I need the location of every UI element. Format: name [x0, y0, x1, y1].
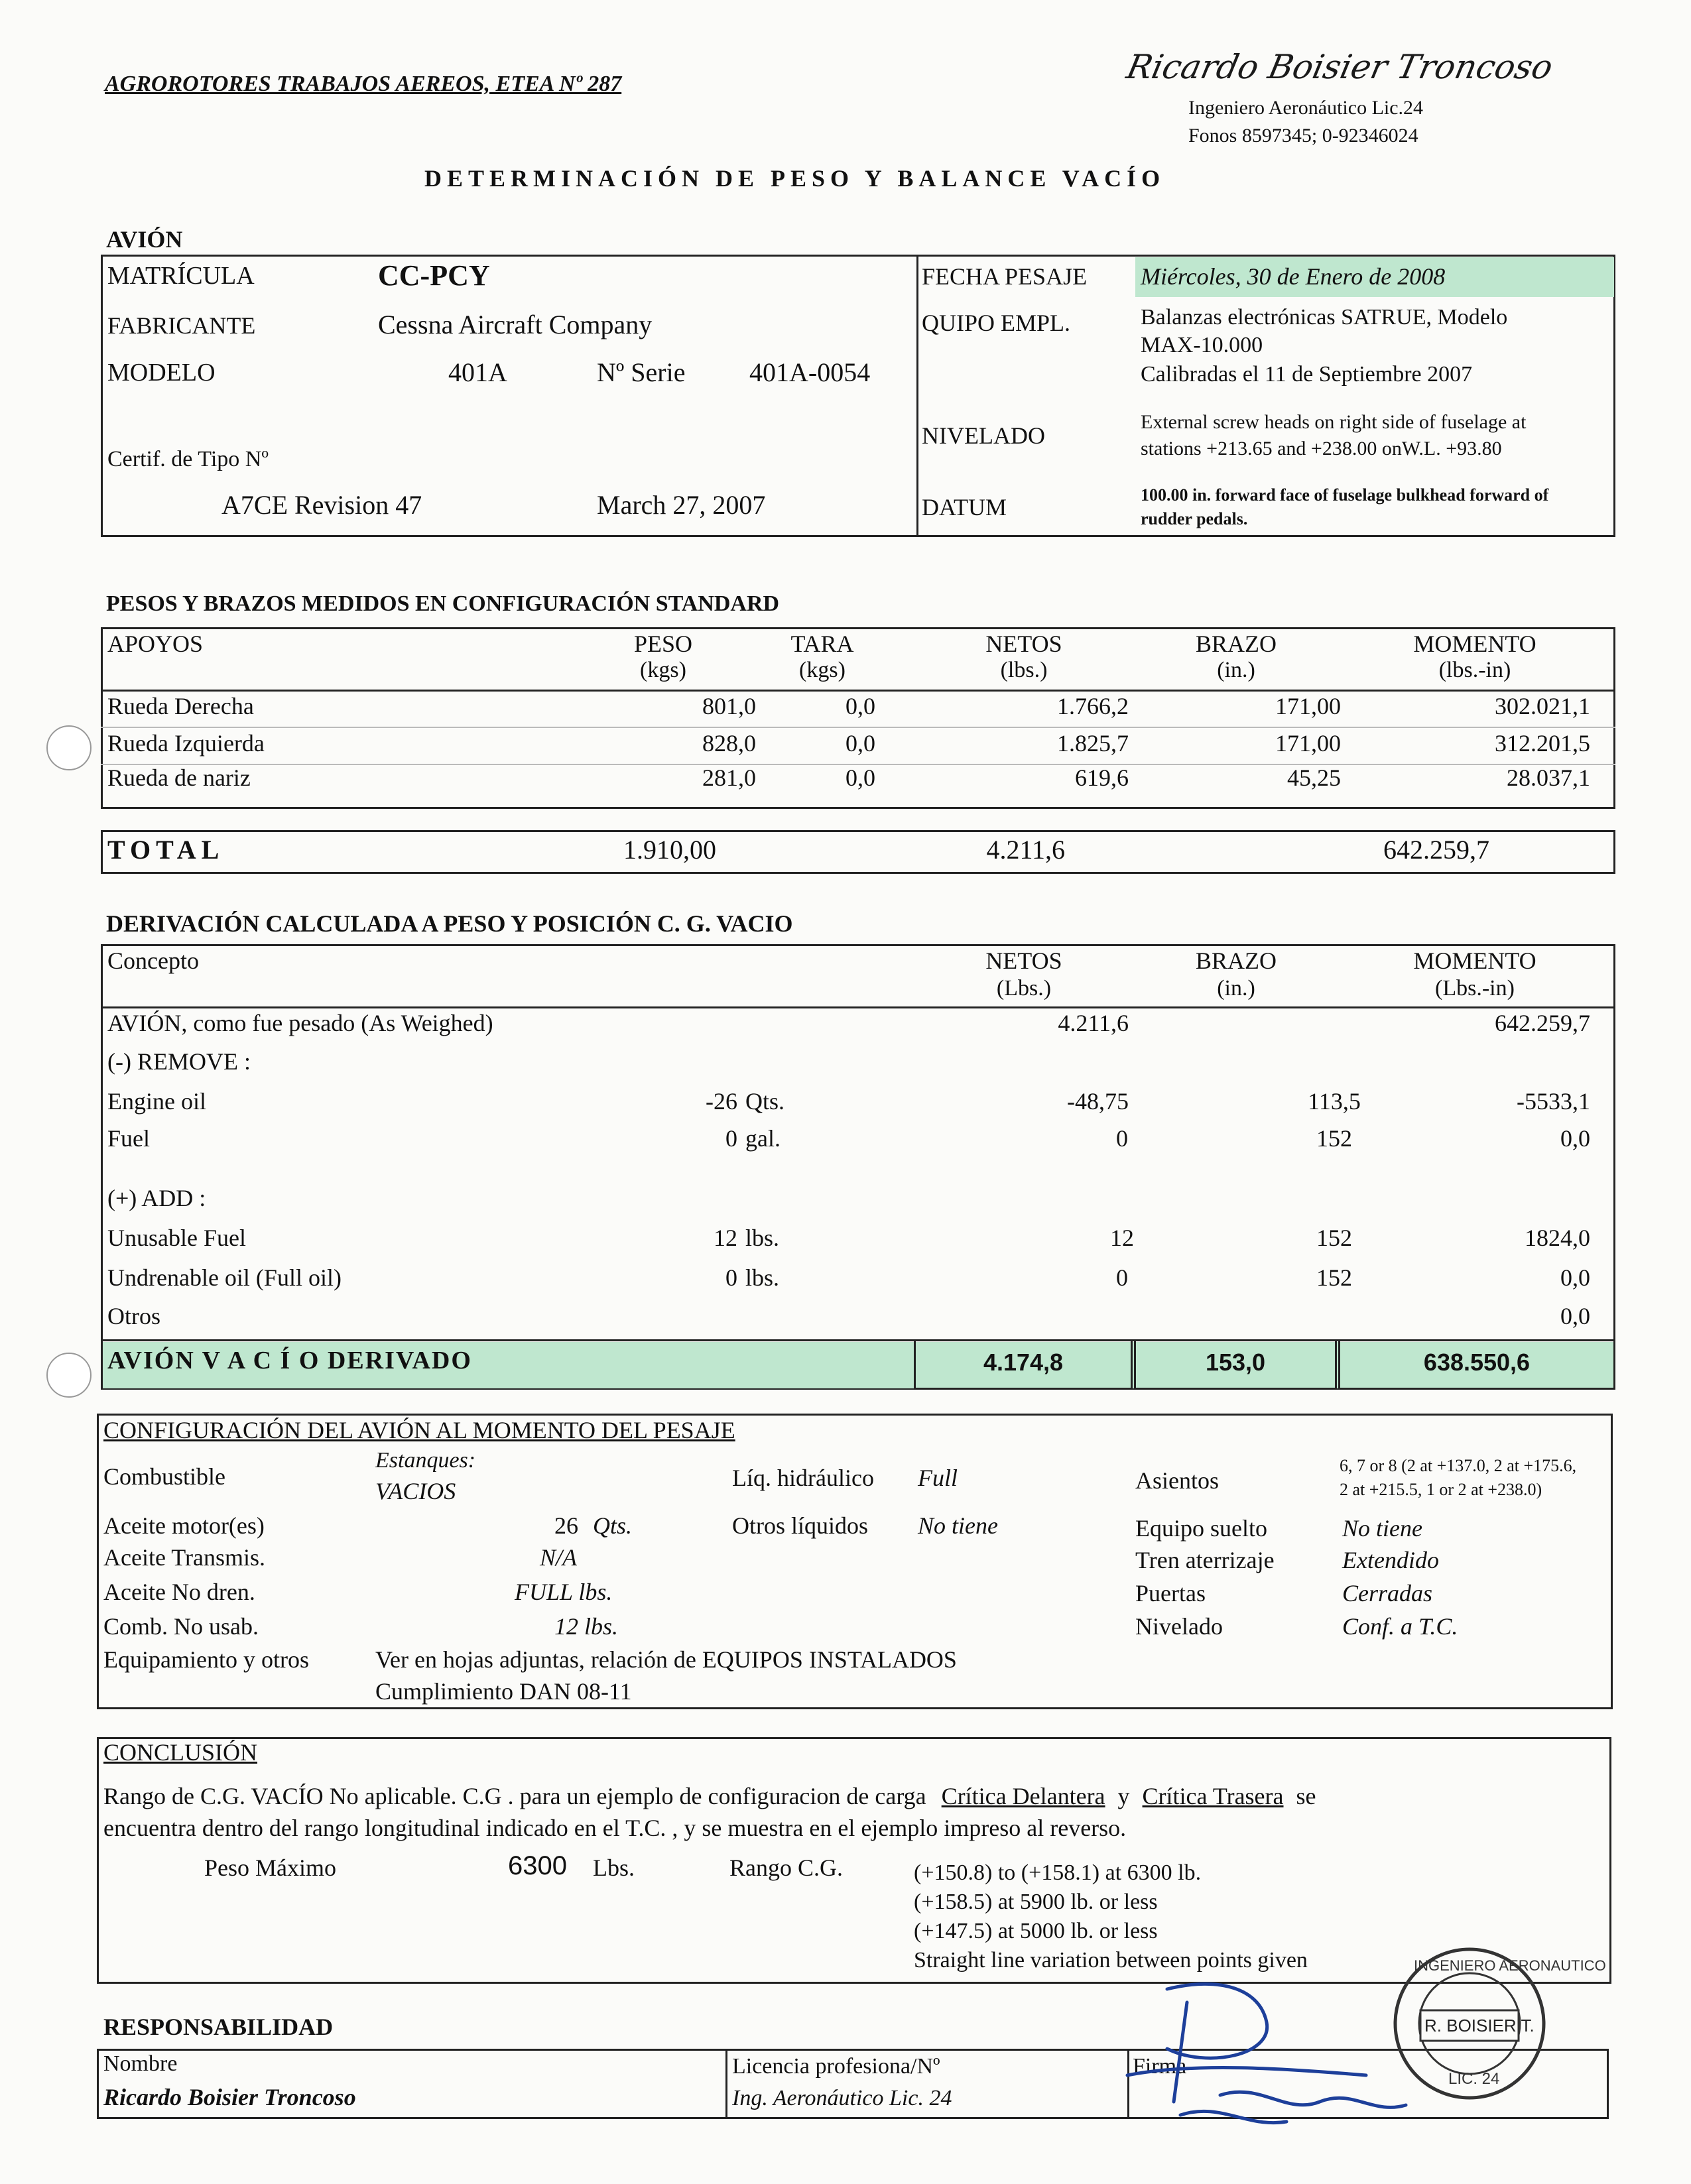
measured-header-tara-unit: (kgs) — [799, 658, 845, 682]
aircraft-divider — [916, 255, 918, 537]
table-row — [101, 729, 1615, 766]
row-momento: 0,0 — [1560, 1264, 1590, 1291]
equipo-suelto-value: No tiene — [1342, 1515, 1422, 1542]
comb-no-usab-value: 12 lbs. — [554, 1613, 619, 1640]
row-unit: gal. — [745, 1125, 781, 1152]
table-row-divider — [101, 727, 1615, 728]
row-netos: 0 — [1116, 1125, 1128, 1152]
row-momento: 0,0 — [1560, 1125, 1590, 1152]
row-netos: 619,6 — [1075, 764, 1129, 791]
estanques-label: Estanques: — [375, 1448, 476, 1473]
aceite-transmis-label: Aceite Transmis. — [103, 1544, 266, 1571]
aceite-motor-qty: 26 — [554, 1512, 578, 1539]
datum-label: DATUM — [922, 494, 1007, 520]
row-netos: 12 — [1110, 1225, 1134, 1251]
measured-header-apoyos: APOYOS — [107, 631, 204, 657]
derivation-netos-unit: (Lbs.) — [996, 976, 1052, 1001]
row-brazo: 152 — [1316, 1125, 1352, 1152]
engineer-title: Ingeniero Aeronáutico Lic.24 — [1188, 97, 1424, 119]
row-concepto: Engine oil — [107, 1088, 206, 1115]
nivelado-label: NIVELADO — [922, 422, 1045, 449]
liq-value: Full — [918, 1465, 958, 1491]
engineer-stamp — [1390, 1944, 1606, 2103]
row-qty: 0 — [725, 1125, 737, 1152]
rango-label: Rango C.G. — [729, 1854, 843, 1881]
measured-header-brazo: BRAZO — [1195, 631, 1277, 657]
derivation-header-divider — [101, 1006, 1615, 1008]
derivation-brazo-unit: (in.) — [1217, 976, 1255, 1001]
firma-label: Firma — [1133, 2054, 1187, 2079]
otros-liq-label: Otros líquidos — [732, 1512, 869, 1539]
row-peso: 828,0 — [702, 730, 756, 757]
datum-line2: rudder pedals. — [1141, 509, 1248, 528]
modelo-label: MODELO — [107, 359, 216, 387]
row-momento: 28.037,1 — [1507, 764, 1590, 791]
certif-date: March 27, 2007 — [597, 490, 766, 520]
aircraft-section-title: AVIÓN — [106, 226, 183, 253]
row-concepto: Otros — [107, 1303, 160, 1329]
asientos-label: Asientos — [1135, 1467, 1219, 1494]
certif-label: Certif. de Tipo Nº — [107, 447, 269, 471]
table-row — [101, 1184, 1615, 1221]
engineer-signature-name: Ricardo Boisier Troncoso — [1123, 48, 1556, 86]
table-row — [101, 1302, 1615, 1339]
row-tara: 0,0 — [845, 693, 875, 719]
measured-section-title: PESOS Y BRAZOS MEDIDOS EN CONFIGURACIÓN STANDARD — [106, 591, 780, 616]
fecha-label: FECHA PESAJE — [922, 263, 1088, 290]
nombre-label: Nombre — [103, 2051, 178, 2076]
row-tara: 0,0 — [845, 730, 875, 757]
derivation-momento-unit: (Lbs.-in) — [1435, 976, 1515, 1001]
derivation-momento-header: MOMENTO — [1413, 947, 1536, 974]
equipamiento-line1: Ver en hojas adjuntas, relación de EQUIPOS INSTALADOS — [375, 1646, 957, 1673]
row-momento: -5533,1 — [1517, 1088, 1590, 1115]
estanques-value: VACIOS — [375, 1478, 456, 1504]
table-row — [101, 1087, 1615, 1124]
matricula-value: CC-PCY — [378, 259, 490, 292]
datum-line1: 100.00 in. forward face of fuselage bulkhead forward of — [1141, 485, 1549, 505]
row-concepto: Fuel — [107, 1125, 151, 1152]
serie-value: 401A-0054 — [749, 357, 871, 387]
measured-header-divider — [101, 690, 1615, 692]
config-section-title: CONFIGURACIÓN DEL AVIÓN AL MOMENTO DEL PESAJE — [103, 1417, 735, 1443]
measured-total-peso: 1.910,00 — [623, 835, 716, 865]
comb-no-usab-label: Comb. No usab. — [103, 1613, 259, 1640]
row-netos: 4.211,6 — [1058, 1010, 1129, 1036]
row-brazo: 171,00 — [1275, 693, 1341, 719]
rango-line-3: (+147.5) at 5000 lb. or less — [914, 1919, 1158, 1943]
row-unit: Qts. — [745, 1088, 785, 1115]
measured-header-netos: NETOS — [985, 631, 1062, 657]
derivation-concepto-header: Concepto — [107, 947, 199, 974]
row-qty: -26 — [706, 1088, 737, 1115]
row-brazo: 113,5 — [1308, 1088, 1361, 1115]
critica-trasera: Crítica Trasera — [1142, 1783, 1284, 1809]
equipo-line1: Balanzas electrónicas SATRUE, Modelo — [1141, 305, 1508, 330]
row-apoyo: Rueda de nariz — [107, 764, 251, 791]
measured-header-brazo-unit: (in.) — [1217, 658, 1255, 682]
stamp-name: R. BOISIER T. — [1424, 2016, 1534, 2035]
derivation-section-title: DERIVACIÓN CALCULADA A PESO Y POSICIÓN C. G. VACIO — [106, 910, 793, 937]
aceite-motor-label: Aceite motor(es) — [103, 1512, 265, 1539]
conclusion-line2: encuentra dentro del rango longitudinal indicado en el T.C. , y se muestra en el ejemplo impreso al reverso. — [103, 1815, 1127, 1841]
measured-header-peso-unit: (kgs) — [640, 658, 686, 682]
row-concepto: Unusable Fuel — [107, 1225, 246, 1251]
row-qty: 0 — [725, 1264, 737, 1291]
equipo-line2: MAX-10.000 — [1141, 333, 1263, 357]
nivelado-line2: stations +213.65 and +238.00 onW.L. +93.80 — [1141, 438, 1502, 459]
measured-total-momento: 642.259,7 — [1383, 835, 1489, 865]
tren-label: Tren aterrizaje — [1135, 1547, 1275, 1573]
row-momento: 642.259,7 — [1495, 1010, 1590, 1036]
aceite-no-dren-value: FULL lbs. — [515, 1579, 613, 1605]
modelo-value: 401A — [448, 357, 507, 387]
table-row — [101, 1264, 1615, 1301]
serie-label: Nº Serie — [597, 357, 686, 387]
conclusion-title: CONCLUSIÓN — [103, 1739, 258, 1766]
derivation-brazo-header: BRAZO — [1195, 947, 1277, 974]
aceite-motor-unit: Qts. — [593, 1512, 633, 1539]
measured-total-label: TOTAL — [107, 835, 225, 865]
nombre-value: Ricardo Boisier Troncoso — [103, 2084, 356, 2110]
row-momento: 0,0 — [1560, 1303, 1590, 1329]
equipo-line3: Calibradas el 11 de Septiembre 2007 — [1141, 362, 1473, 387]
row-brazo: 45,25 — [1287, 764, 1341, 791]
equipamiento-label: Equipamiento y otros — [103, 1646, 309, 1673]
critica-delantera: Crítica Delantera — [941, 1783, 1105, 1809]
aceite-no-dren-label: Aceite No dren. — [103, 1579, 255, 1605]
rango-line-1: (+150.8) to (+158.1) at 6300 lb. — [914, 1860, 1202, 1885]
matricula-label: MATRÍCULA — [107, 262, 255, 290]
stamp-top-text: INGENIERO AERONAUTICO — [1414, 1957, 1606, 1974]
rango-line-4: Straight line variation between points given — [914, 1948, 1308, 1972]
row-netos: 1.766,2 — [1057, 693, 1129, 719]
conclusion-text-a: Rango de C.G. VACÍO No aplicable. C.G . para un ejemplo de configuracion de carga — [103, 1783, 926, 1809]
row-netos: -48,75 — [1067, 1088, 1129, 1115]
licencia-value: Ing. Aeronáutico Lic. 24 — [732, 2086, 952, 2110]
responsibility-divider-1 — [725, 2049, 727, 2119]
derived-total-momento: 638.550,6 — [1423, 1349, 1531, 1376]
rango-line-2: (+158.5) at 5900 lb. or less — [914, 1890, 1158, 1914]
row-unit: lbs. — [745, 1264, 780, 1291]
row-concepto: Undrenable oil (Full oil) — [107, 1264, 342, 1291]
puertas-value: Cerradas — [1342, 1580, 1433, 1607]
row-apoyo: Rueda Izquierda — [107, 730, 265, 757]
responsibility-title: RESPONSABILIDAD — [103, 2014, 334, 2040]
row-peso: 281,0 — [702, 764, 756, 791]
table-row — [101, 692, 1615, 729]
peso-max-value: 6300 — [508, 1851, 567, 1880]
row-qty: 12 — [714, 1225, 737, 1251]
row-netos: 0 — [1116, 1264, 1128, 1291]
peso-max-unit: Lbs. — [593, 1854, 635, 1881]
equipo-label: QUIPO EMPL. — [922, 310, 1071, 336]
nivelado-config-value: Conf. a T.C. — [1342, 1613, 1458, 1640]
row-concepto: (-) REMOVE : — [107, 1048, 251, 1075]
table-row — [101, 764, 1615, 801]
aceite-transmis-value: N/A — [540, 1544, 578, 1571]
row-concepto: (+) ADD : — [107, 1185, 206, 1211]
measured-header-netos-unit: (lbs.) — [1000, 658, 1048, 682]
asientos-line2: 2 at +215.5, 1 or 2 at +238.0) — [1340, 1480, 1542, 1499]
equipo-suelto-label: Equipo suelto — [1135, 1515, 1267, 1542]
nivelado-line1: External screw heads on right side of fuselage at — [1141, 411, 1527, 433]
row-momento: 1824,0 — [1525, 1225, 1590, 1251]
table-row — [101, 1048, 1615, 1085]
derived-total-netos: 4.174,8 — [983, 1349, 1064, 1376]
puertas-label: Puertas — [1135, 1580, 1206, 1607]
document-title: DETERMINACIÓN DE PESO Y BALANCE VACÍO — [424, 165, 1166, 192]
row-momento: 302.021,1 — [1495, 693, 1590, 719]
punch-hole — [46, 1353, 92, 1398]
row-peso: 801,0 — [702, 693, 756, 719]
nivelado-config-label: Nivelado — [1135, 1613, 1223, 1640]
fecha-value: Miércoles, 30 de Enero de 2008 — [1141, 263, 1446, 290]
certif-value: A7CE Revision 47 — [221, 490, 422, 520]
derived-total-brazo: 153,0 — [1205, 1349, 1266, 1376]
measured-total-netos: 4.211,6 — [986, 835, 1065, 865]
measured-header-momento-unit: (lbs.-in) — [1438, 658, 1511, 682]
row-brazo: 171,00 — [1275, 730, 1341, 757]
row-momento: 312.201,5 — [1495, 730, 1590, 757]
row-netos: 1.825,7 — [1057, 730, 1129, 757]
punch-hole — [46, 725, 92, 770]
tren-value: Extendido — [1342, 1547, 1439, 1573]
table-row — [101, 1009, 1615, 1046]
otros-liq-value: No tiene — [918, 1512, 998, 1539]
fabricante-label: FABRICANTE — [107, 312, 256, 339]
row-brazo: 152 — [1316, 1225, 1352, 1251]
row-tara: 0,0 — [845, 764, 875, 791]
conclusion-text-se: se — [1296, 1783, 1316, 1809]
measured-header-peso: PESO — [633, 631, 693, 657]
liq-label: Líq. hidráulico — [732, 1465, 874, 1491]
table-row — [101, 1124, 1615, 1162]
row-apoyo: Rueda Derecha — [107, 693, 254, 719]
stamp-lic: LIC. 24 — [1448, 2070, 1500, 2088]
company-name: AGROROTORES TRABAJOS AEREOS, ETEA Nº 287 — [105, 72, 622, 96]
row-brazo: 152 — [1316, 1264, 1352, 1291]
derived-total-label: AVIÓN V A C Í O DERIVADO — [107, 1347, 472, 1374]
combustible-label: Combustible — [103, 1463, 226, 1490]
fabricante-value: Cessna Aircraft Company — [378, 310, 653, 339]
derivation-netos-header: NETOS — [985, 947, 1062, 974]
row-unit: lbs. — [745, 1225, 780, 1251]
conclusion-line1 — [103, 1782, 1316, 1810]
table-row — [101, 1224, 1615, 1261]
conclusion-text-y: y — [1117, 1783, 1130, 1809]
row-concepto: AVIÓN, como fue pesado (As Weighed) — [107, 1010, 493, 1036]
measured-header-tara: TARA — [790, 631, 854, 657]
licencia-label: Licencia profesiona/Nº — [732, 2054, 940, 2079]
equipamiento-line2: Cumplimiento DAN 08-11 — [375, 1678, 632, 1705]
measured-header-momento: MOMENTO — [1413, 631, 1536, 657]
peso-max-label: Peso Máximo — [204, 1854, 337, 1881]
asientos-line1: 6, 7 or 8 (2 at +137.0, 2 at +175.6, — [1340, 1456, 1577, 1475]
engineer-phones: Fonos 8597345; 0-92346024 — [1188, 125, 1418, 147]
